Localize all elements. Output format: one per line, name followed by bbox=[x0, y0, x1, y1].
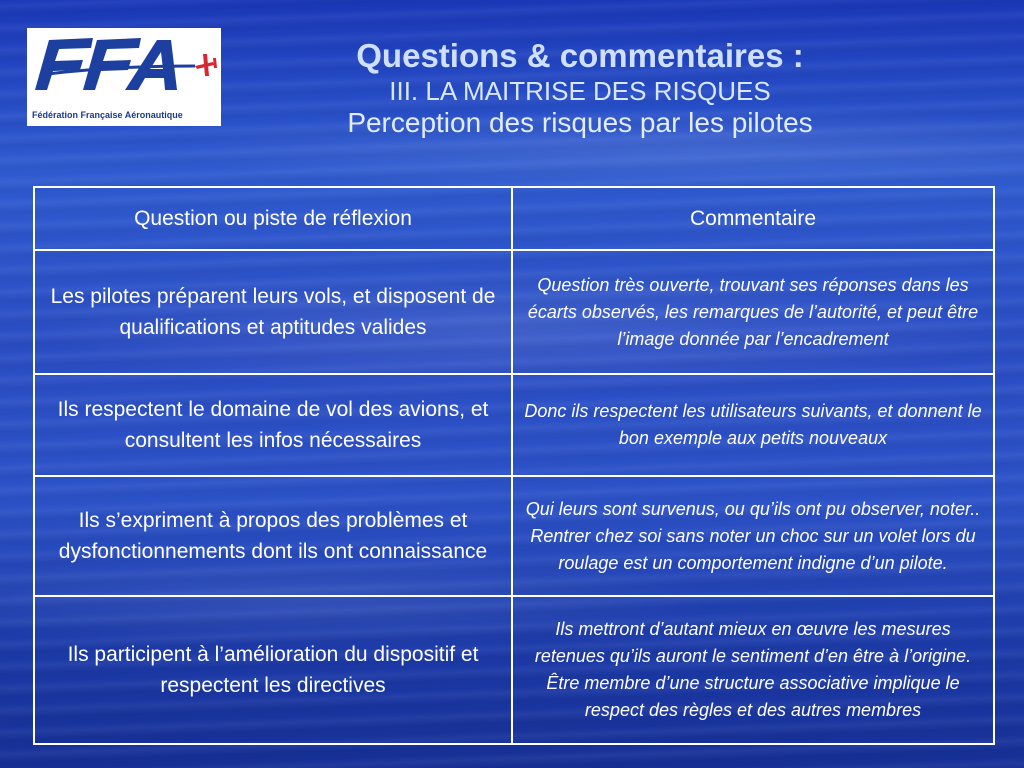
ffa-logo bbox=[27, 28, 221, 126]
section-title: LA MAITRISE DES RISQUES bbox=[425, 76, 771, 106]
logo-caption: Fédération Française Aéronautique bbox=[32, 110, 183, 120]
table-row bbox=[34, 250, 994, 374]
comment-cell: Qui leurs sont survenus, ou qu’ils ont pu observer, noter.. Rentrer chez soi sans noter un choc sur un volet lors du roulage est un comportement indigne d’un pilote. bbox=[512, 476, 994, 596]
comment-cell: Donc ils respectent les utilisateurs suivants, et donnent le bon exemple aux petits nouveaux bbox=[512, 374, 994, 476]
question-cell: Les pilotes préparent leurs vols, et disposent de qualifications et aptitudes valides bbox=[34, 250, 512, 374]
table-row bbox=[34, 596, 994, 744]
column-header-comment: Commentaire bbox=[512, 187, 994, 250]
comment-cell: Question très ouverte, trouvant ses réponses dans les écarts observés, les remarques de l’autorité, et peut être l’image donnée par l’encadrement bbox=[512, 250, 994, 374]
question-cell: Ils participent à l’amélioration du dispositif et respectent les directives bbox=[34, 596, 512, 744]
section-heading bbox=[240, 76, 920, 106]
table-header-row bbox=[34, 187, 994, 250]
page-title: Questions & commentaires : bbox=[356, 37, 804, 74]
question-cell: Ils s’expriment à propos des problèmes et dysfonctionnements dont ils ont connaissance bbox=[34, 476, 512, 596]
section-number: III. bbox=[389, 76, 419, 106]
qa-table bbox=[33, 186, 995, 745]
table-row bbox=[34, 476, 994, 596]
ffa-logo-mark bbox=[27, 28, 221, 108]
table-row bbox=[34, 374, 994, 476]
comment-cell: Ils mettront d’autant mieux en œuvre les mesures retenues qu’ils auront le sentiment d’en être à l’origine. Être membre d’une structure associative implique le respect des règles et des autres membres bbox=[512, 596, 994, 744]
column-header-question: Question ou piste de réflexion bbox=[34, 187, 512, 250]
title-block bbox=[240, 36, 920, 140]
subsection-title: Perception des risques par les pilotes bbox=[347, 107, 813, 138]
question-cell: Ils respectent le domaine de vol des avions, et consultent les infos nécessaires bbox=[34, 374, 512, 476]
